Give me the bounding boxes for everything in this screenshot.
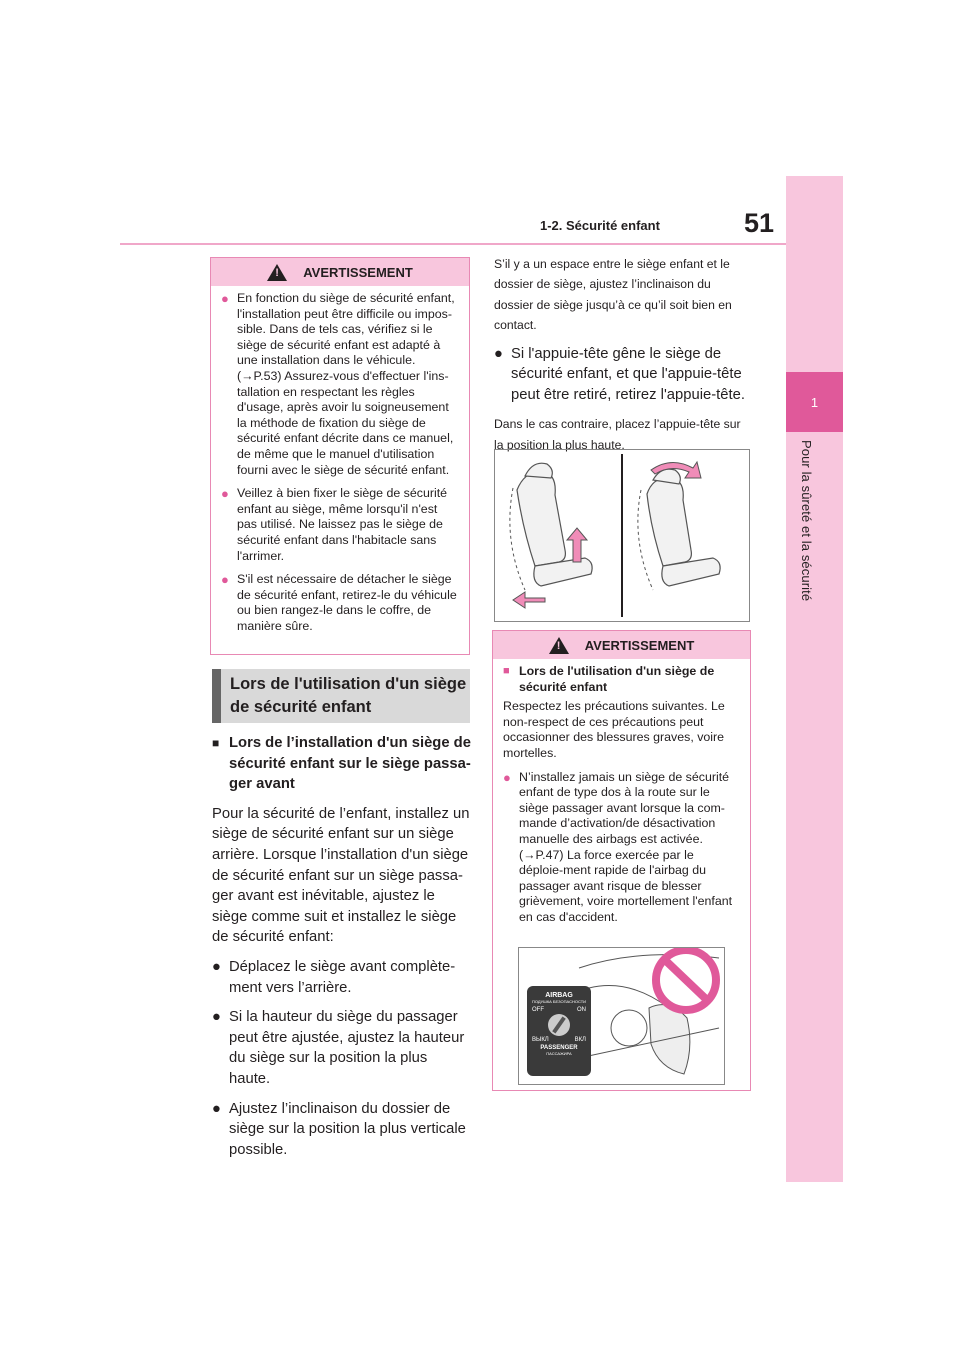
off-label-ru: ВЫКЛ xyxy=(532,1037,549,1043)
section-title: Lors de l'utilisation d'un siège de sécurité enfant xyxy=(212,669,470,723)
prohibition-icon xyxy=(656,950,716,1010)
chapter-tab-strip xyxy=(786,176,843,1182)
header-divider xyxy=(120,243,786,245)
warning-item: ● Veillez à bien fixer le siège de sécurité enfant au siège, même lorsqu'il n'est pas utilisé. Ne laissez pas le siège de sécurité enfant dans l'habitacle sans l'arrimer. xyxy=(221,486,448,563)
key-switch-icon xyxy=(548,1014,570,1036)
on-label-ru: ВКЛ xyxy=(574,1037,586,1043)
paragraph: Dans le cas contraire, placez l’appuie-tête sur la position la plus haute. xyxy=(494,417,741,452)
right-body xyxy=(494,254,752,455)
warning-box-left xyxy=(210,257,470,655)
on-label: ON xyxy=(577,1007,586,1013)
arrow-left-icon xyxy=(513,592,545,608)
bullet-dot-icon: ● xyxy=(221,486,229,502)
bullet-dot-icon: ● xyxy=(503,769,511,785)
chapter-number: 1 xyxy=(786,372,843,432)
bullet-dot-icon: ● xyxy=(212,958,221,975)
warning-header xyxy=(211,258,469,286)
paragraph: S’il y a un espace entre le siège enfant et le dossier de siège, ajustez l’inclinaison du dossier de siège jusqu’à ce qu’il soit bien en contact. xyxy=(494,257,732,333)
warning-item: ● N’installez jamais un siège de sécurité enfant de type dos à la route sur le siège passager avant lorsque la com-mande d’activation/de désactivation manuelle des airbags est activée. (→P.47) La force exercée par le déploie-ment rapide de l'airbag du passager avant risque de blesser grièvement, voire mortellement l'enfant en cas d'accident. xyxy=(503,769,733,924)
warning-triangle-icon: ! xyxy=(267,264,287,281)
seat-left-icon xyxy=(517,463,592,586)
left-body xyxy=(212,733,472,1169)
chapter-label: Pour la sûreté et la sécurité xyxy=(799,440,814,602)
seat-drawing xyxy=(495,450,749,621)
airbag-title: AIRBAG xyxy=(545,992,573,999)
bullet-dot-icon: ● xyxy=(221,572,229,588)
passenger-label: PASSENGER xyxy=(540,1045,578,1051)
airbag-subtitle: ПОДУШКА БЕЗОПАСНОСТИ xyxy=(531,999,587,1004)
seat-adjustment-illustration xyxy=(494,449,750,622)
seat-right-icon xyxy=(647,469,720,586)
bullet-dot-icon: ● xyxy=(221,291,229,306)
passenger-label-ru: ПАССАЖИРА xyxy=(546,1051,572,1056)
bullet-dot-icon: ● xyxy=(494,345,503,362)
warning-triangle-icon: ! xyxy=(549,637,569,654)
list-item: ● Déplacez le siège avant complète-ment vers l’arrière. xyxy=(212,957,472,998)
warning-subheading: ■ Lors de l'utilisation d'un siège de sécurité enfant xyxy=(503,664,715,694)
intro-paragraph: Pour la sécurité de l’enfant, installez un siège de sécurité enfant sur un siège arrière. Lorsque l’installation d'un siège de sécurité enfant sur un siège passa-ger avant est inévitable, ajustez le siège comme suit et installez le siège de sécurité enfant: xyxy=(212,805,470,946)
arrow-up-icon xyxy=(567,528,587,562)
list-item: ● Ajustez l’inclinaison du dossier de siège sur la position la plus verticale possible. xyxy=(212,1099,472,1161)
subheading: ■ Lors de l’installation d'un siège de sécurité enfant sur le siège passa-ger avant xyxy=(212,733,472,795)
warning-item: ● S'il est nécessaire de détacher le siège de sécurité enfant, retirez-le du véhicule ou bien rangez-le dans le coffre, de manière sûre. xyxy=(221,572,457,633)
bullet-dot-icon: ● xyxy=(212,1009,221,1026)
page-number: 51 xyxy=(744,208,775,238)
airbag-switch-panel xyxy=(527,986,591,1076)
warning-title: AVERTISSEMENT xyxy=(584,637,695,653)
warning-item: ● En fonction du siège de sécurité enfant, l'installation peut être difficile ou impos-sible. Dans de tels cas, vérifiez si le siège de sécurité enfant est adapté à une installation dans le véhicule. (→P.53) Assurez-vous d'effectuer l'ins-tallation en respectant les règles d'usage, après avoir lu soigneusement la méthode de fixation du siège de sécurité enfant décrite dans ce manuel, de même que le manuel d'utilisation fourni avec le siège de sécurité enfant. xyxy=(221,291,455,477)
list-item: ● Si la hauteur du siège du passager peut être ajustée, ajustez la hauteur du siège sur la position la plus haute. xyxy=(212,1007,472,1089)
airbag-illustration xyxy=(518,947,725,1085)
square-bullet-icon: ■ xyxy=(503,665,510,677)
warning-title: AVERTISSEMENT xyxy=(303,264,413,280)
warning-box-right xyxy=(492,630,751,1091)
square-bullet-icon: ■ xyxy=(212,736,220,750)
warning-paragraph: Respectez les précautions suivantes. Le non-respect de ces précautions peut occasionner des blessures graves, voire mortelles. xyxy=(503,699,725,760)
warning-header xyxy=(493,631,750,659)
section-header: 1-2. Sécurité enfant xyxy=(540,218,660,233)
bullet-dot-icon: ● xyxy=(212,1100,221,1117)
list-item: ● Si l'appuie-tête gêne le siège de sécurité enfant, et que l'appuie-tête peut être retiré, retirez l'appuie-tête. xyxy=(494,344,752,406)
off-label: OFF xyxy=(532,1007,544,1013)
